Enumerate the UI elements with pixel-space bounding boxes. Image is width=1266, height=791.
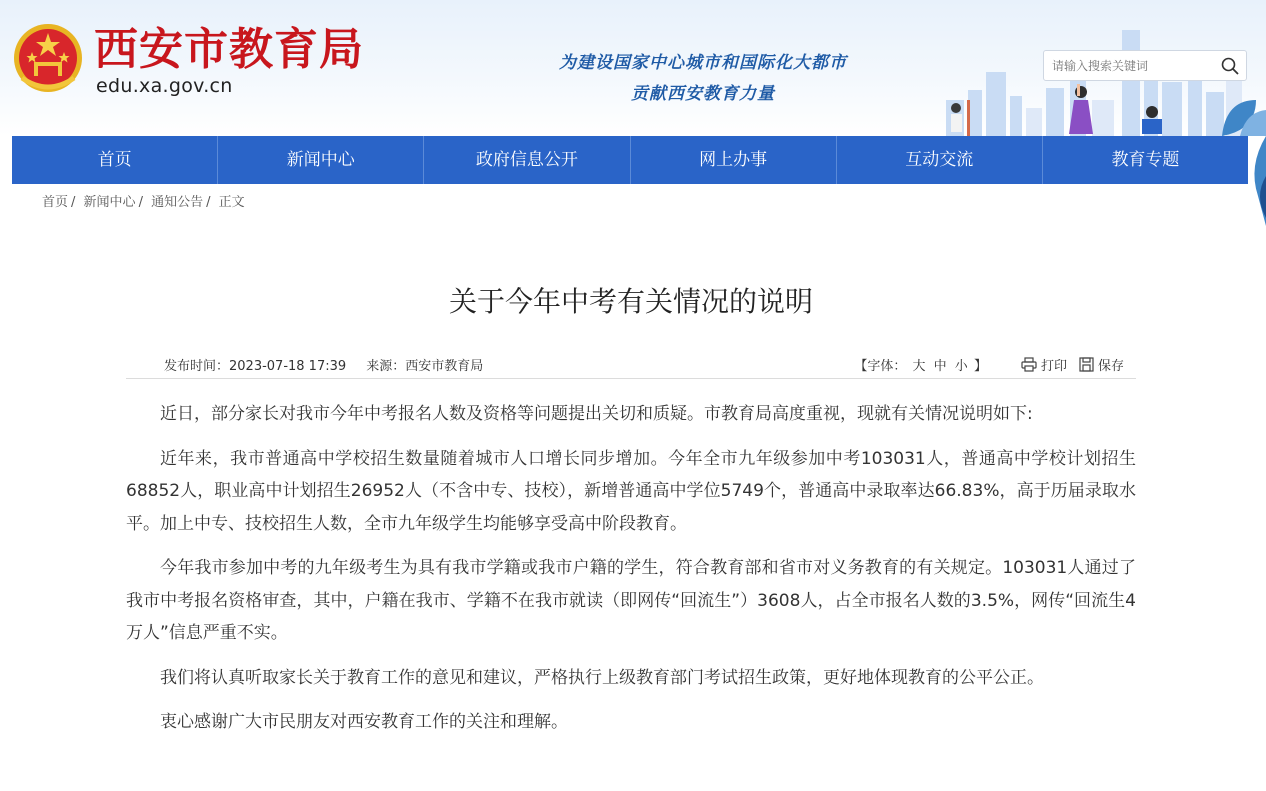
- nav-item-education-topics[interactable]: 教育专题: [1111, 150, 1180, 170]
- breadcrumb-news[interactable]: 新闻中心: [83, 195, 136, 210]
- article-meta: [126, 352, 1136, 379]
- article-paragraph-1: 近日，部分家长对我市今年中考报名人数及资格等问题提出关切和质疑。市教育局高度重视，现就有关情况说明如下:: [160, 404, 1033, 424]
- nav-item-home[interactable]: 首页: [12, 136, 218, 184]
- breadcrumb-home[interactable]: 首页: [42, 195, 69, 210]
- site-domain: edu.xa.gov.cn: [96, 75, 233, 97]
- breadcrumb-separator: /: [71, 195, 76, 210]
- font-size-medium[interactable]: 中: [933, 359, 947, 374]
- slogan-line-2: 贡献西安教育力量: [631, 84, 775, 104]
- search-input[interactable]: [1052, 51, 1212, 80]
- slogan-line-1: 为建设国家中心城市和国际化大都市: [559, 53, 847, 73]
- site-name: 西安市教育局: [94, 24, 364, 75]
- nav-item-interaction[interactable]: 互动交流: [837, 136, 1043, 184]
- slogan: [520, 48, 886, 110]
- search-box: [1043, 50, 1247, 81]
- article-body: [126, 398, 1136, 751]
- print-label: 打印: [1040, 359, 1067, 374]
- nav-item-online-services[interactable]: 网上办事: [631, 136, 837, 184]
- print-button[interactable]: [1021, 355, 1067, 374]
- breadcrumb-separator: /: [206, 195, 211, 210]
- breadcrumb-notices[interactable]: 通知公告: [151, 195, 204, 210]
- article-paragraph-2: 近年来，我市普通高中学校招生数量随着城市人口增长同步增加。今年全市九年级参加中考103031人，普通高中学校计划招生68852人，职业高中计划招生26952人（不含中专、技校），新增普通高中学位5749个，普通高中录取率达66.83%，高于历届录取水平。加上中专、技校招生人数，全市九年级学生均能够享受高中阶段教育。: [126, 448, 1136, 534]
- article-source: 来源：西安市教育局: [366, 359, 484, 374]
- article-paragraph-3: 今年我市参加中考的九年级考生为具有我市学籍或我市户籍的学生，符合教育部和省市对义务教育的有关规定。103031人通过了我市中考报名资格审查，其中，户籍在我市、学籍不在我市就读（即网传“回流生”）3608人，占全市报名人数的3.5%，网传“回流生4万人”信息严重不实。: [126, 558, 1136, 643]
- breadcrumb-separator: /: [138, 195, 143, 210]
- site-header: [0, 0, 1266, 136]
- article-paragraph-4: 我们将认真听取家长关于教育工作的意见和建议，严格执行上级教育部门考试招生政策，更好地体现教育的公平公正。: [160, 667, 1044, 688]
- article-title: 关于今年中考有关情况的说明: [448, 285, 813, 318]
- national-emblem-icon: [12, 22, 84, 94]
- nav-item-gov-info[interactable]: 政府信息公开: [424, 136, 630, 184]
- save-label: 保存: [1097, 359, 1124, 374]
- printer-icon: [1021, 357, 1037, 372]
- nav-item-news[interactable]: 新闻中心: [218, 136, 424, 184]
- font-size-switcher: [854, 355, 987, 374]
- breadcrumb-current: 正文: [218, 195, 245, 210]
- font-size-label-close: 】: [973, 359, 987, 374]
- search-icon[interactable]: [1220, 56, 1240, 76]
- main-nav: [12, 136, 1248, 184]
- font-size-small[interactable]: 小: [954, 359, 968, 374]
- breadcrumb: [42, 194, 245, 212]
- decorative-leaf-icon: [1248, 136, 1266, 226]
- font-size-large[interactable]: 大: [912, 359, 926, 374]
- font-size-label-open: 【字体：: [854, 359, 907, 374]
- save-icon: [1079, 357, 1094, 372]
- publish-time: 发布时间：2023-07-18 17:39: [164, 359, 347, 374]
- save-button[interactable]: [1079, 355, 1124, 374]
- article-paragraph-5: 衷心感谢广大市民朋友对西安教育工作的关注和理解。: [160, 712, 568, 732]
